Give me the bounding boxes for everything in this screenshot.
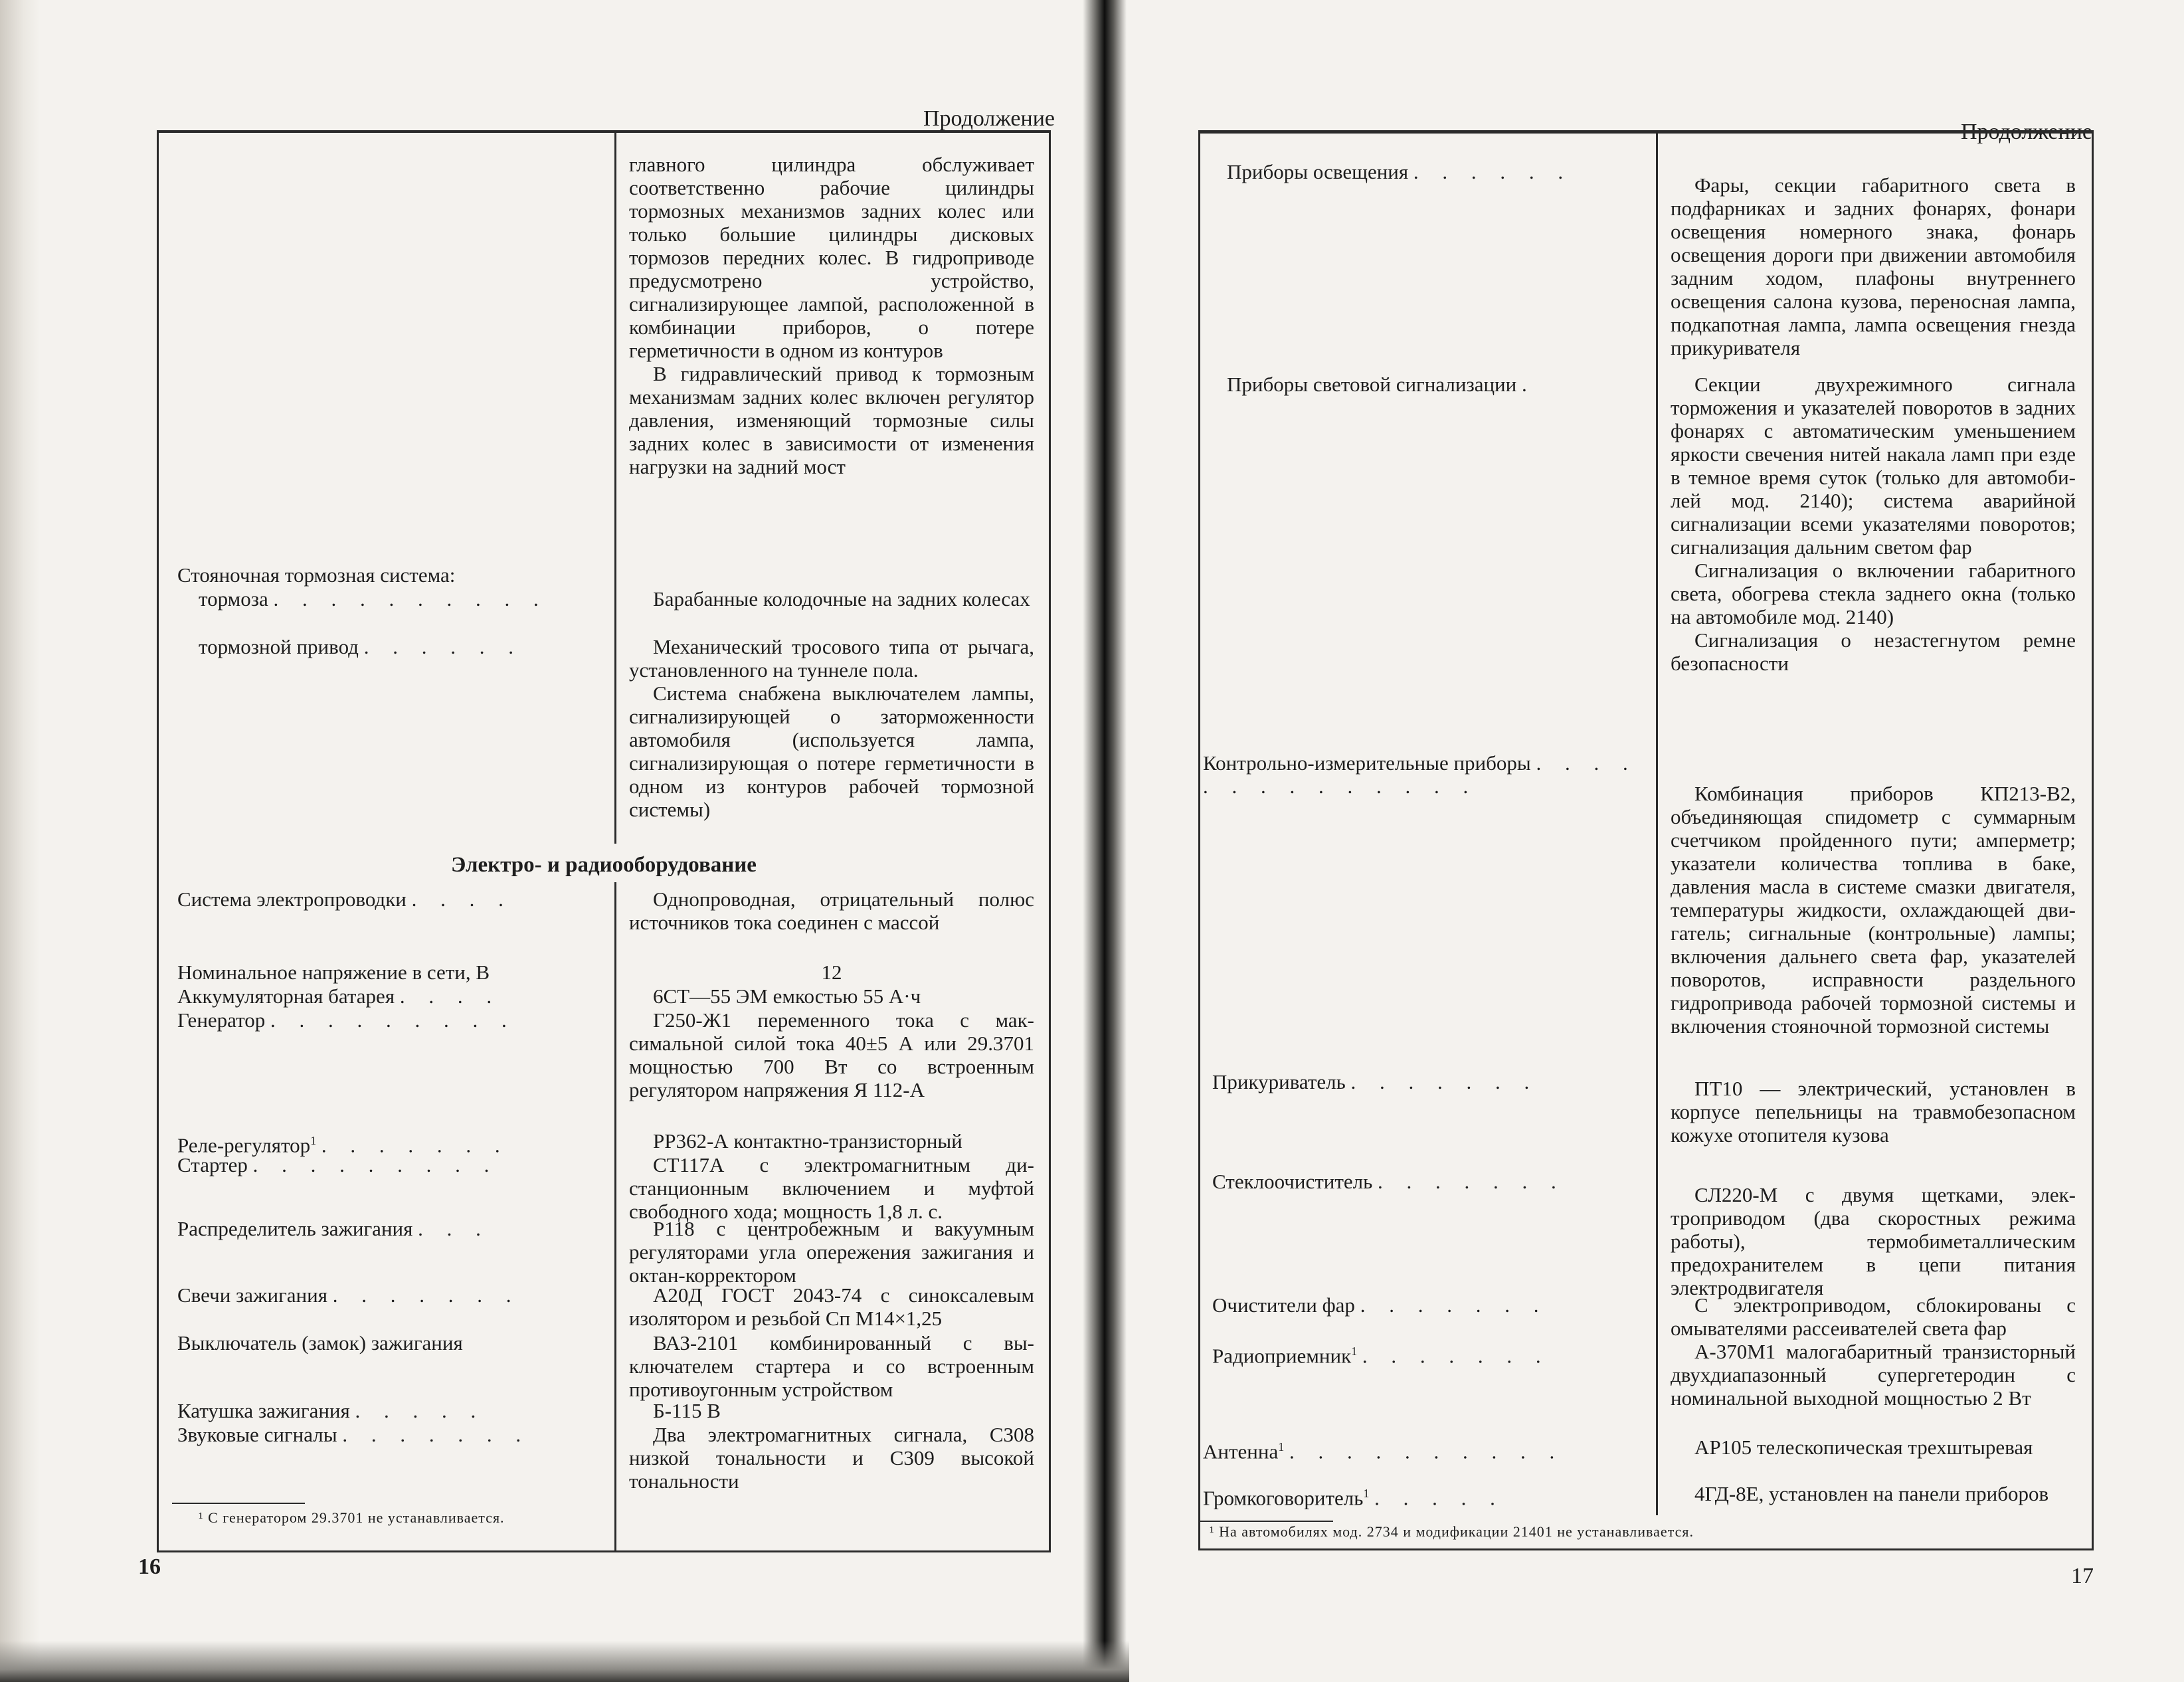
spec-table xyxy=(157,130,1051,1552)
row-term: Реле-регулятор$^1$ . . . . . . . xyxy=(177,1133,509,1157)
row-description: Фары, секции габаритного света в подфарниках и задних фонарях, фонари освещения номерного знака, фонарь освещения дороги при движении автомобиля задним ходом, плафоны внутреннего освещения салона кузова, переносная лампа, подкапотная лампа, лампа освещения гнезда прикуривателя xyxy=(1671,173,2076,359)
row-term: Громкоговоритель$^1$ . . . . . xyxy=(1203,1486,1504,1510)
row-term: Стартер . . . . . . . . . xyxy=(177,1153,499,1176)
row-description: С электроприводом, сблокированы с омывателями рассеивателей света фар xyxy=(1671,1293,2076,1340)
row-description: главного цилиндра обслуживает соответственно рабочие цилиндры тормозных механизмов задних колес или только большие цилиндры дисковых тормозов передних колес. В гидроприводе предусмотрено устройство, сигнализирующее лампой, расположенной в комбинации приборов, о потере герметичности в одном из контуров В гидравлический привод к тормозным механизмам задних колес включен регулятор давления, изменяющий тормозные силы задних колес в зависимости от изменения нагрузки на задний мост xyxy=(629,153,1034,478)
right-page xyxy=(1176,0,2119,1682)
row-description: Секции двухрежимного сигнала торможения и указателей поворотов в задних фонарях с автоматическим уменьшением яркости свечения нитей накала ламп при езде в темное время суток (только для автомобилей мод. 2140); система аварийной сигнализации всеми указателями поворотов; сигнализация дальним светом фар Сигнализация о включении габаритного света, обогрева стекла заднего окна (только на автомобиле мод. 2140) Сигнализация о незастегнутом ремне безопасности xyxy=(1671,373,2076,675)
footnote-rule xyxy=(172,1503,305,1504)
continuation-label: Продолжение xyxy=(1961,120,2093,144)
row-description: ПТ10 — электрический, установлен в корпусе пепельницы на травмобезопасном кожухе отопителя кузова xyxy=(1671,1077,2076,1147)
book-gutter xyxy=(1083,0,1127,1682)
page-number: 17 xyxy=(2071,1564,2094,1588)
row-term: тормоза . . . . . . . . . . xyxy=(199,587,548,610)
footnote: ¹ С генератором 29.3701 не устанавливается. xyxy=(199,1509,505,1526)
row-description: 6СТ—55 ЭМ емкостью 55 А·ч xyxy=(653,984,921,1008)
row-term: Аккумуляторная батарея . . . . xyxy=(177,984,501,1008)
row-description: Механический тросового типа от рычага, установленного на туннеле пола. Система снабжена выключателем лампы, сигнализирующей о заторможенности автомобиля (используется лампа, сигнализирующая о потере герметичности в одном из контуров рабочей тормозной системы) xyxy=(629,635,1034,821)
row-term: Катушка зажигания . . . . . xyxy=(177,1399,486,1422)
row-term: Распределитель зажигания . . . xyxy=(177,1217,490,1240)
column-divider xyxy=(614,133,616,844)
row-description: Г250-Ж1 переменного тока с максимальной силой тока 40±5 А или 29.3701 мощностью 700 Вт со встроенным регулятором напряжения Я 112-А xyxy=(629,1008,1034,1101)
column-divider xyxy=(1656,134,1658,1515)
row-term: Генератор . . . . . . . . . xyxy=(177,1008,516,1032)
row-term: Контрольно-измерительные приборы . . . . . . . . . . . . . . xyxy=(1203,751,1637,798)
column-divider xyxy=(614,882,616,1550)
row-description: СЛ220-М с двумя щетками, электроприводом (два скоростных режима работы), термобиметаллическим предохранителем в цепи питания электродвигателя xyxy=(1671,1183,2076,1299)
row-description: Р118 с центробежным и вакуумным регуляторами угла опережения зажигания и октан-корректором xyxy=(629,1217,1034,1287)
row-term: Стеклоочиститель . . . . . . . xyxy=(1212,1170,1566,1193)
left-page xyxy=(133,0,1055,1682)
row-description: 4ГД-8Е, установлен на панели приборов xyxy=(1694,1482,2049,1505)
row-term: Прикуриватель . . . . . . . xyxy=(1212,1070,1539,1093)
footnote: ¹ На автомобилях мод. 2734 и модификации 21401 не устанавливается. xyxy=(1210,1523,1694,1540)
row-description: РР362-А контактно-транзисторный xyxy=(653,1129,962,1153)
row-term: Приборы световой сигнализации . xyxy=(1227,373,1536,396)
row-term: Приборы освещения . . . . . . xyxy=(1227,160,1573,183)
spec-table xyxy=(1198,130,2094,1550)
row-term: Радиоприемник$^1$ . . . . . . . xyxy=(1212,1344,1550,1368)
row-term: Антенна$^1$ . . . . . . . . . . xyxy=(1203,1440,1564,1463)
row-term: Система электропроводки . . . . xyxy=(177,888,513,911)
row-description: Однопроводная, отрицательный полюс источников тока соединен с массой xyxy=(629,888,1034,934)
row-description: Комбинация приборов КП213-В2, объединяющая спидометр с суммарным счетчиком пройденного пути; амперметр; указатели количества топлива в баке, давления масла в системе смазки двигателя, температуры жидкости, охлаждающей двигатель; сигнальные (контрольные) лампы; включения дальнего света фар, указателей поворотов, исправности раздельного гидропривода рабочей тормозной системы и включения стояночной тормозной системы xyxy=(1671,782,2076,1038)
page-number: 16 xyxy=(138,1554,161,1579)
row-description: 12 xyxy=(821,961,842,984)
row-term: Очистители фар . . . . . . . xyxy=(1212,1293,1548,1317)
row-term: Номинальное напряжение в сети, В xyxy=(177,961,490,984)
continuation-label: Продолжение xyxy=(923,106,1055,131)
row-description: ВАЗ-2101 комбинированный с выключателем стартера и со встроенным противоугонным устройством xyxy=(629,1331,1034,1401)
row-description: А-370М1 малогабаритный транзисторный двухдиапазонный супергетеродин с номинальной выходной мощностью 2 Вт xyxy=(1671,1340,2076,1410)
row-term: Стояночная тормозная система: xyxy=(177,563,456,587)
row-description: А20Д ГОСТ 2043-74 с синоксалевым изолятором и резьбой Сп М14×1,25 xyxy=(629,1283,1034,1330)
row-term: Выключатель (замок) зажигания xyxy=(177,1331,463,1355)
row-term: тормозной привод . . . . . . xyxy=(199,635,523,658)
section-heading: Электро- и радиооборудование xyxy=(451,853,757,877)
row-description: Б-115 В xyxy=(653,1399,721,1422)
scan-left-edge xyxy=(0,0,40,1682)
row-term: Звуковые сигналы . . . . . . . xyxy=(177,1423,531,1446)
row-description: СТ117А с электромагнитным дистанционным включением и муфтой свободного хода; мощность 1,8 л. с. xyxy=(629,1153,1034,1223)
footnote-rule xyxy=(1200,1521,1333,1522)
row-term: Свечи зажигания . . . . . . . xyxy=(177,1283,521,1307)
row-description: АР105 телескопическая трехштыревая xyxy=(1694,1436,2033,1459)
row-description: Два электромагнитных сигнала, С308 низкой тональности и С309 высокой тональности xyxy=(629,1423,1034,1493)
row-description: Барабанные колодочные на задних колесах xyxy=(653,587,1030,610)
